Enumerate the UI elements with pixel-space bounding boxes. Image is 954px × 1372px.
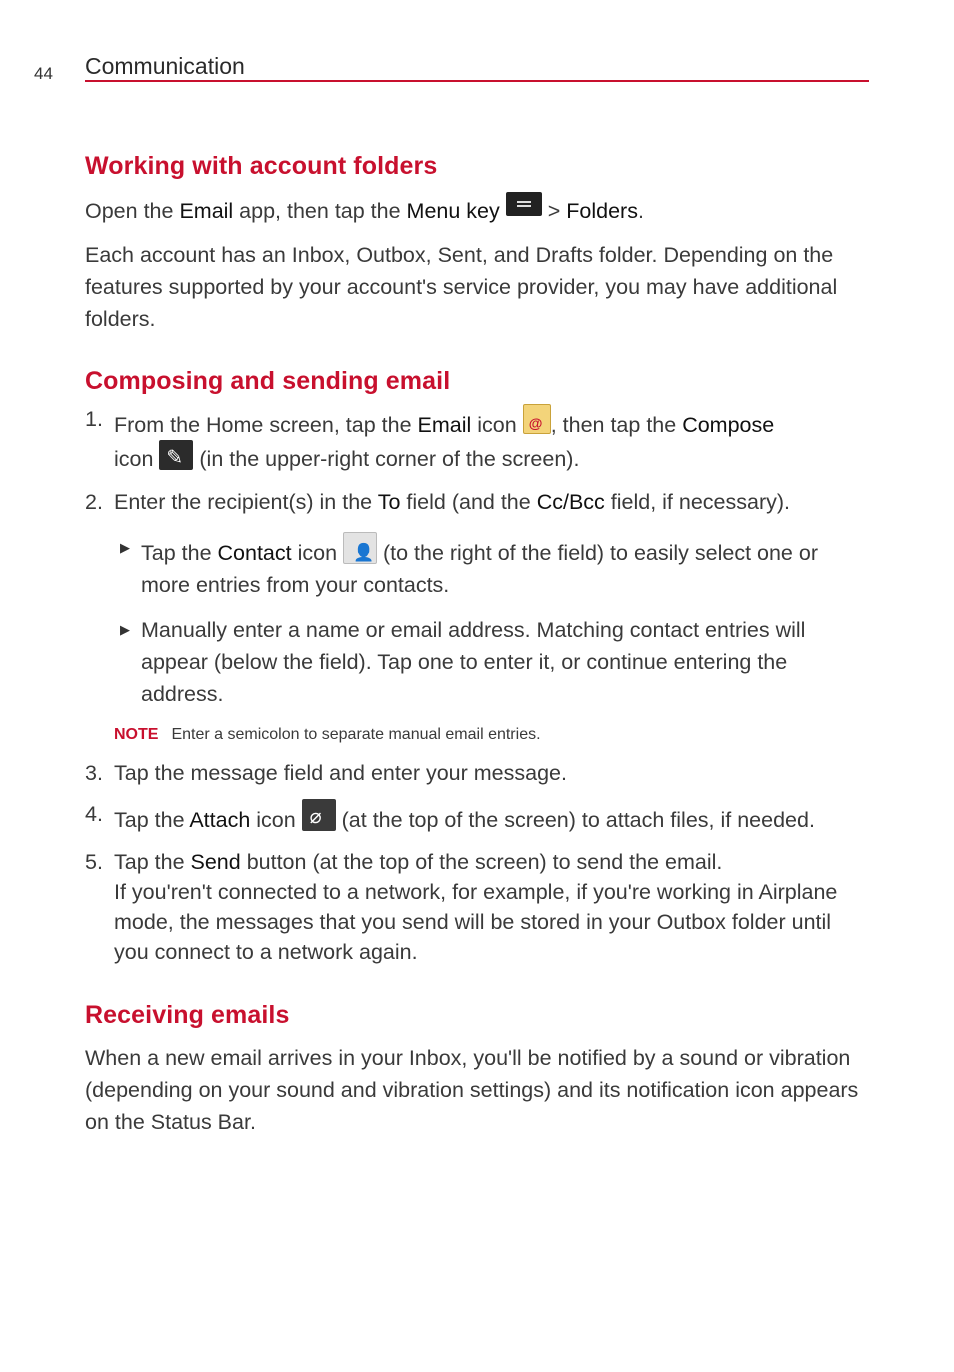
note: [85, 723, 870, 747]
folders-term: Folders: [566, 199, 638, 223]
to-term: To: [377, 490, 401, 514]
menu-key-icon: [506, 192, 542, 216]
page-number: 44: [34, 64, 53, 83]
text: icon: [114, 447, 160, 471]
contact-icon: 👤: [343, 532, 377, 564]
page-content: [85, 140, 870, 1138]
text: Tap the: [114, 850, 191, 874]
bullet-contact-text: [120, 532, 870, 601]
text: app, then tap the: [233, 199, 407, 223]
text: Tap the message field and enter your message.: [114, 761, 567, 785]
email-app-icon: @: [523, 404, 551, 434]
bullet-manual-text: [120, 614, 870, 710]
text: >: [541, 199, 567, 223]
text: Manually enter a name or email address. Matching contact entries will appear (below the field). Tap one to enter it, or continue entering the address.: [141, 618, 806, 706]
triangle-right-icon: ▶: [120, 622, 130, 637]
text: If you'ren't connected to a network, for example, if you're working in Airplane mode, the messages that you send will be stored in your Outbox folder until you connect to a network again.: [114, 880, 838, 964]
step-number: 1.: [85, 407, 103, 431]
compose-icon: ✎: [159, 440, 193, 470]
note-text: Enter a semicolon to separate manual email entries.: [171, 726, 541, 743]
step-1: [85, 404, 870, 474]
text: field, if necessary).: [604, 490, 791, 514]
step-5: [85, 847, 870, 967]
step-4: [85, 799, 870, 835]
step-number: 2.: [85, 490, 103, 514]
attach-term: Attach: [189, 808, 251, 832]
step-2: [85, 486, 870, 518]
text: button (at the top of the screen) to send the email.: [240, 850, 723, 874]
step-1-text: [85, 404, 870, 474]
text: (to the right of the field) to easily select one or more entries from your contacts.: [141, 541, 818, 597]
text: field (and the: [400, 490, 537, 514]
step-number: 5.: [85, 850, 103, 874]
send-term: Send: [190, 850, 241, 874]
text: From the Home screen, tap the: [114, 413, 418, 437]
step-2-text: [85, 486, 870, 518]
compose-term: Compose: [682, 413, 775, 437]
page-header: [0, 0, 954, 90]
heading-receiving-emails: Receiving emails: [85, 1001, 290, 1029]
step-number: 3.: [85, 761, 103, 785]
step-4-text: [85, 799, 870, 835]
text: icon: [250, 808, 302, 832]
header-divider: [85, 80, 869, 82]
step-3: [85, 757, 870, 789]
text: (in the upper-right corner of the screen).: [193, 447, 580, 471]
step-5-text: [85, 847, 870, 967]
bullet-contact: [85, 532, 870, 601]
text: Tap the: [114, 808, 190, 832]
section-title: Communication: [85, 53, 245, 79]
text: icon: [291, 541, 343, 565]
ccbcc-term: Cc/Bcc: [536, 490, 605, 514]
email-term: Email: [417, 413, 472, 437]
bullet-manual-entry: [85, 614, 870, 710]
text: icon: [471, 413, 523, 437]
contact-term: Contact: [217, 541, 292, 565]
text: (at the top of the screen) to attach files, if needed.: [335, 808, 815, 832]
text: Tap the: [141, 541, 218, 565]
folders-description: Each account has an Inbox, Outbox, Sent, and Drafts folder. Depending on the features supported by your account's service provider, you may have additional folders.: [85, 243, 838, 331]
heading-composing-email: Composing and sending email: [85, 367, 451, 395]
email-app-term: Email: [179, 199, 234, 223]
attach-icon: ⌀: [302, 799, 336, 831]
note-label: NOTE: [114, 726, 159, 743]
heading-account-folders: Working with account folders: [85, 152, 438, 180]
text: Enter the recipient(s) in the: [114, 490, 378, 514]
folders-instruction: [85, 192, 870, 227]
receiving-description: When a new email arrives in your Inbox, you'll be notified by a sound or vibration (depending on your sound and vibration settings) and its notification icon appears on the Status Bar.: [85, 1046, 859, 1134]
step-3-text: [85, 757, 870, 789]
text: Open the: [85, 199, 180, 223]
text: .: [637, 199, 644, 223]
menu-key-term: Menu key: [406, 199, 500, 223]
step-number: 4.: [85, 802, 103, 826]
triangle-right-icon: ▶: [120, 540, 130, 555]
text: , then tap the: [550, 413, 683, 437]
